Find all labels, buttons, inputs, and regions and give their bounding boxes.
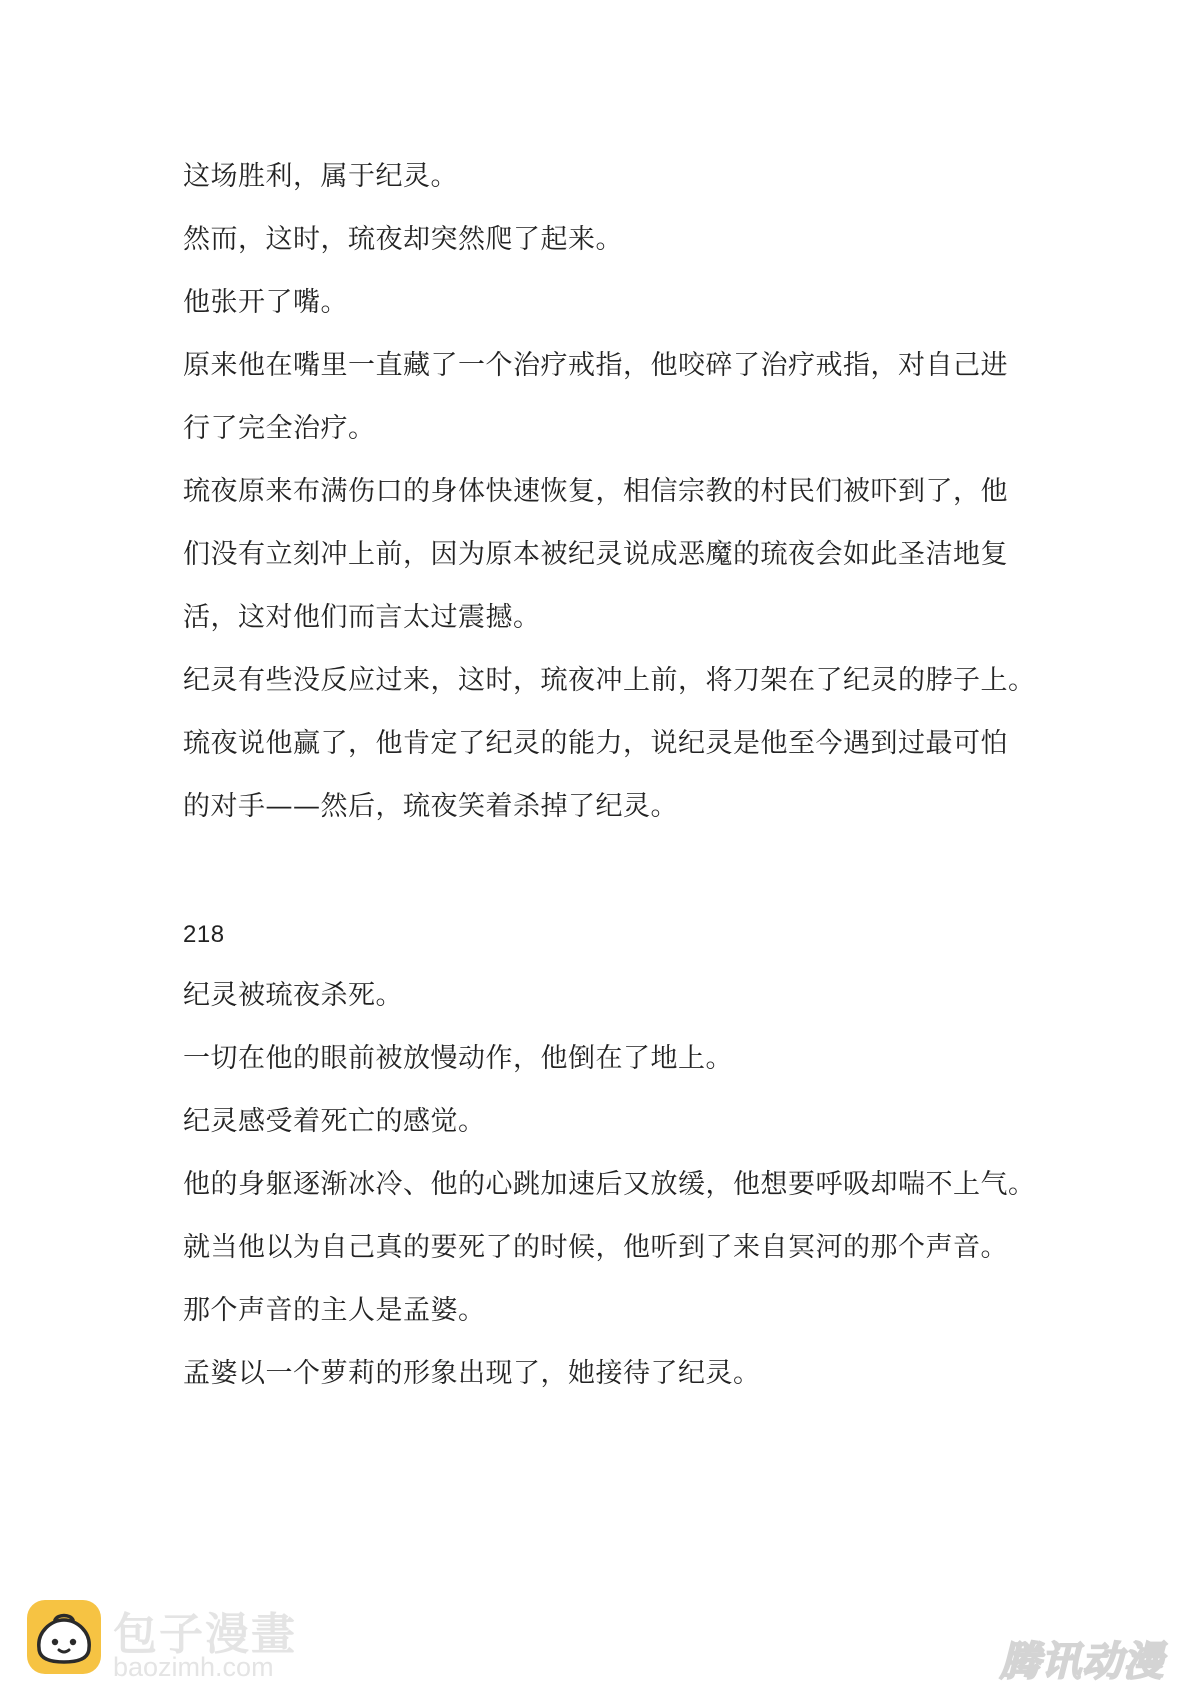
watermark-baozi: [25, 1598, 325, 1688]
text-line: 琉夜说他赢了，他肯定了纪灵的能力，说纪灵是他至今遇到过最可怕: [183, 728, 1008, 759]
watermark-tencent: 腾讯动漫: [1000, 1639, 1164, 1685]
text-line: 就当他以为自己真的要死了的时候，他听到了来自冥河的那个声音。: [183, 1232, 1008, 1263]
bun-logo-icon: [25, 1598, 103, 1676]
text-line: 活，这对他们而言太过震撼。: [183, 602, 541, 633]
text-line: 孟婆以一个萝莉的形象出现了，她接待了纪灵。: [183, 1358, 761, 1389]
text-line: 纪灵被琉夜杀死。: [183, 980, 403, 1011]
text-line: 一切在他的眼前被放慢动作，他倒在了地上。: [183, 1043, 733, 1074]
text-line: 他的身躯逐渐冰冷、他的心跳加速后又放缓，他想要呼吸却喘不上气。: [183, 1169, 1036, 1200]
text-line: 然而，这时，琉夜却突然爬了起来。: [183, 224, 623, 255]
watermark-baozi-name: 包子漫畫: [113, 1609, 297, 1660]
text-line: 纪灵有些没反应过来，这时，琉夜冲上前，将刀架在了纪灵的脖子上。: [183, 665, 1036, 696]
chapter-number: 218: [183, 921, 225, 948]
watermark-baozi-url: baozimh.com: [113, 1652, 274, 1682]
text-line: 纪灵感受着死亡的感觉。: [183, 1106, 486, 1137]
text-line: 原来他在嘴里一直藏了一个治疗戒指，他咬碎了治疗戒指，对自己进: [183, 350, 1008, 381]
text-line: 这场胜利，属于纪灵。: [183, 161, 458, 192]
text-line: 们没有立刻冲上前，因为原本被纪灵说成恶魔的琉夜会如此圣洁地复: [183, 539, 1008, 570]
text-line: 行了完全治疗。: [183, 413, 376, 444]
text-line: 那个声音的主人是孟婆。: [183, 1295, 486, 1326]
text-line: 的对手——然后，琉夜笑着杀掉了纪灵。: [183, 791, 678, 822]
text-line: 琉夜原来布满伤口的身体快速恢复，相信宗教的村民们被吓到了，他: [183, 476, 1008, 507]
text-line: 他张开了嘴。: [183, 287, 348, 318]
